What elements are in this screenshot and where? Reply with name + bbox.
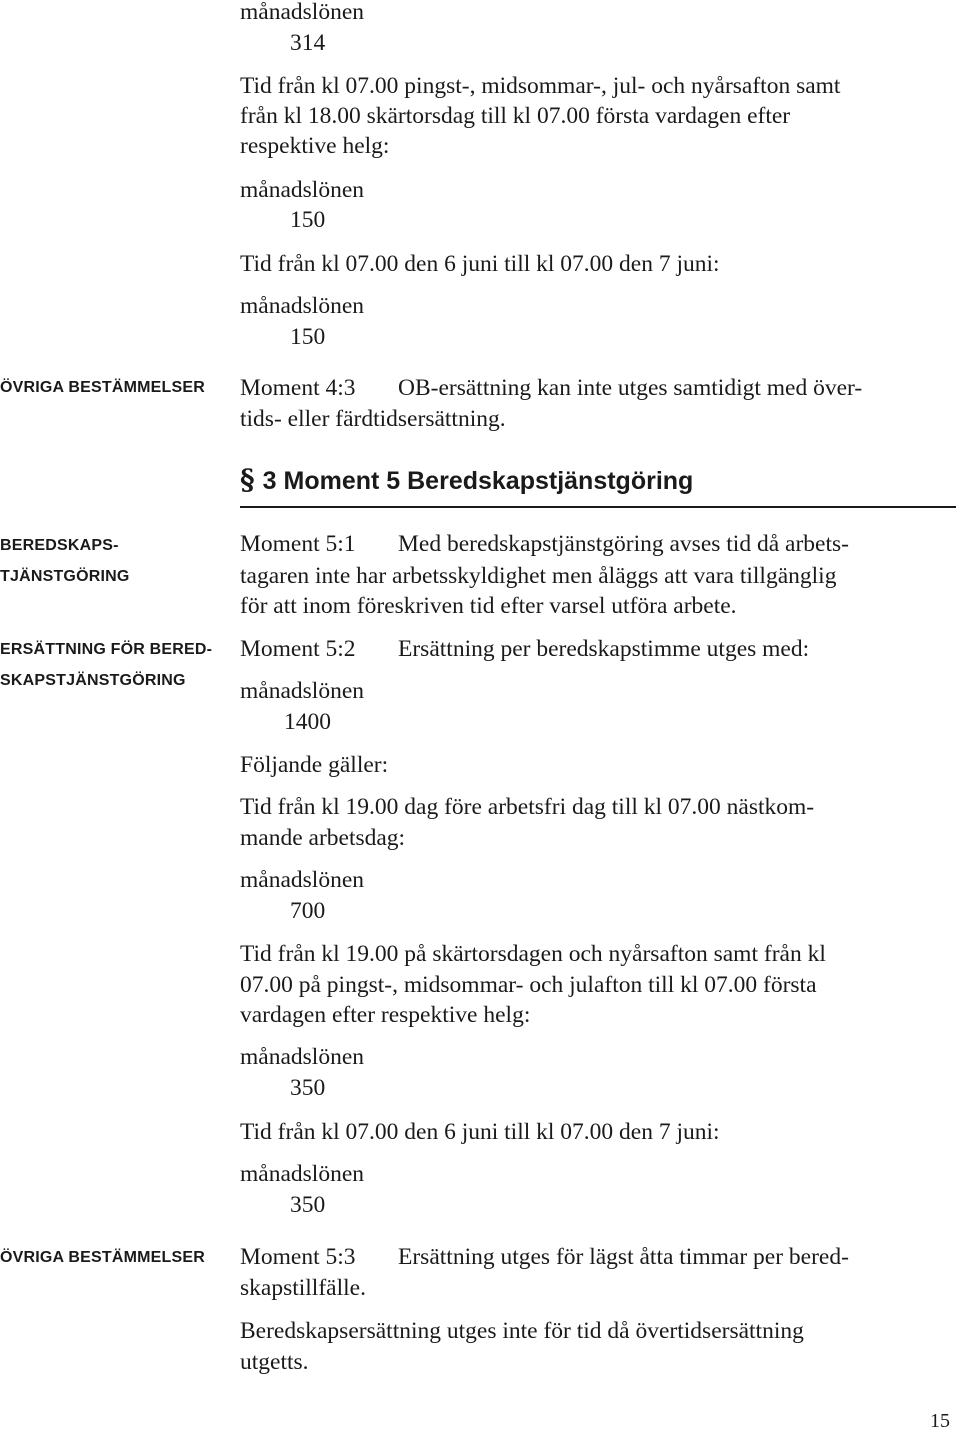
moment-5-1-line (240, 529, 849, 559)
paragraph-symbol: § (240, 463, 255, 496)
moment-5-3-line (240, 1242, 849, 1272)
fraction-numerator: månadslönen (240, 177, 364, 203)
fraction-numerator: månadslönen (240, 678, 364, 704)
body-text-line: skapstillfälle. (240, 1275, 366, 1301)
moment-5-2-line (240, 634, 809, 664)
moment-label: Moment 4:3 (240, 375, 356, 401)
margin-label-ersattning: ERSÄTTNING FÖR BERED- (0, 641, 213, 658)
fraction-numerator: månadslönen (240, 867, 364, 893)
margin-label-ersattning: SKAPSTJÄNSTGÖRING (0, 672, 186, 689)
moment-4-3-line (240, 373, 862, 403)
body-text-line: tids- eller färdtidsersättning. (240, 406, 506, 432)
margin-label-ovriga-bestammelser: ÖVRIGA BESTÄMMELSER (0, 379, 205, 396)
page-number: 15 (930, 1410, 950, 1432)
moment-text: Ersättning per beredskapstimme utges med: (398, 636, 810, 662)
body-text-line: utgetts. (240, 1349, 309, 1375)
body-text-line: Tid från kl 19.00 på skärtorsdagen och nyårsafton samt från kl (240, 941, 826, 967)
moment-label: Moment 5:1 (240, 531, 356, 557)
fraction-denominator: 350 (290, 1192, 326, 1218)
fraction-numerator: månadslönen (240, 0, 364, 25)
fraction-numerator: månadslönen (240, 293, 364, 319)
moment-text: OB-ersättning kan inte utges samtidigt med över- (398, 375, 863, 401)
body-text-line: Tid från kl 07.00 den 6 juni till kl 07.00 den 7 juni: (240, 251, 720, 277)
moment-text: Ersättning utges för lägst åtta timmar per bered- (398, 1244, 849, 1270)
section-heading (240, 462, 956, 508)
fraction-denominator: 1400 (284, 709, 331, 735)
moment-label: Moment 5:2 (240, 636, 356, 662)
fraction-denominator: 150 (290, 207, 326, 233)
section-title: 3 Moment 5 Beredskapstjänstgöring (262, 467, 694, 495)
fraction-numerator: månadslönen (240, 1161, 364, 1187)
fraction-denominator: 700 (290, 898, 326, 924)
body-text-line: mande arbetsdag: (240, 825, 406, 851)
body-text-line: Tid från kl 07.00 pingst-, midsommar-, jul- och nyårsafton samt (240, 73, 841, 99)
body-text-line: tagaren inte har arbetsskyldighet men åläggs att vara tillgänglig (240, 563, 837, 589)
body-text-line: Tid från kl 07.00 den 6 juni till kl 07.00 den 7 juni: (240, 1119, 720, 1145)
fraction-denominator: 314 (290, 30, 326, 56)
fraction-numerator: månadslönen (240, 1044, 364, 1070)
margin-label-beredskap: BEREDSKAPS- (0, 537, 119, 554)
body-text-line: Följande gäller: (240, 752, 389, 778)
margin-label-beredskap: TJÄNSTGÖRING (0, 568, 130, 585)
body-text-line: respektive helg: (240, 133, 390, 159)
moment-text: Med beredskapstjänstgöring avses tid då arbets- (398, 531, 849, 557)
fraction-denominator: 150 (290, 324, 326, 350)
body-text-line: för att inom föreskriven tid efter varsel utföra arbete. (240, 593, 737, 619)
fraction-denominator: 350 (290, 1075, 326, 1101)
body-text-line: Beredskapsersättning utges inte för tid då övertidsersättning (240, 1318, 804, 1344)
body-text-line: från kl 18.00 skärtorsdag till kl 07.00 första vardagen efter (240, 103, 791, 129)
body-text-line: Tid från kl 19.00 dag före arbetsfri dag till kl 07.00 nästkom- (240, 794, 815, 820)
margin-label-ovriga-bestammelser: ÖVRIGA BESTÄMMELSER (0, 1249, 205, 1266)
moment-label: Moment 5:3 (240, 1244, 356, 1270)
body-text-line: 07.00 på pingst-, midsommar- och julafton till kl 07.00 första (240, 972, 817, 998)
body-text-line: vardagen efter respektive helg: (240, 1002, 531, 1028)
